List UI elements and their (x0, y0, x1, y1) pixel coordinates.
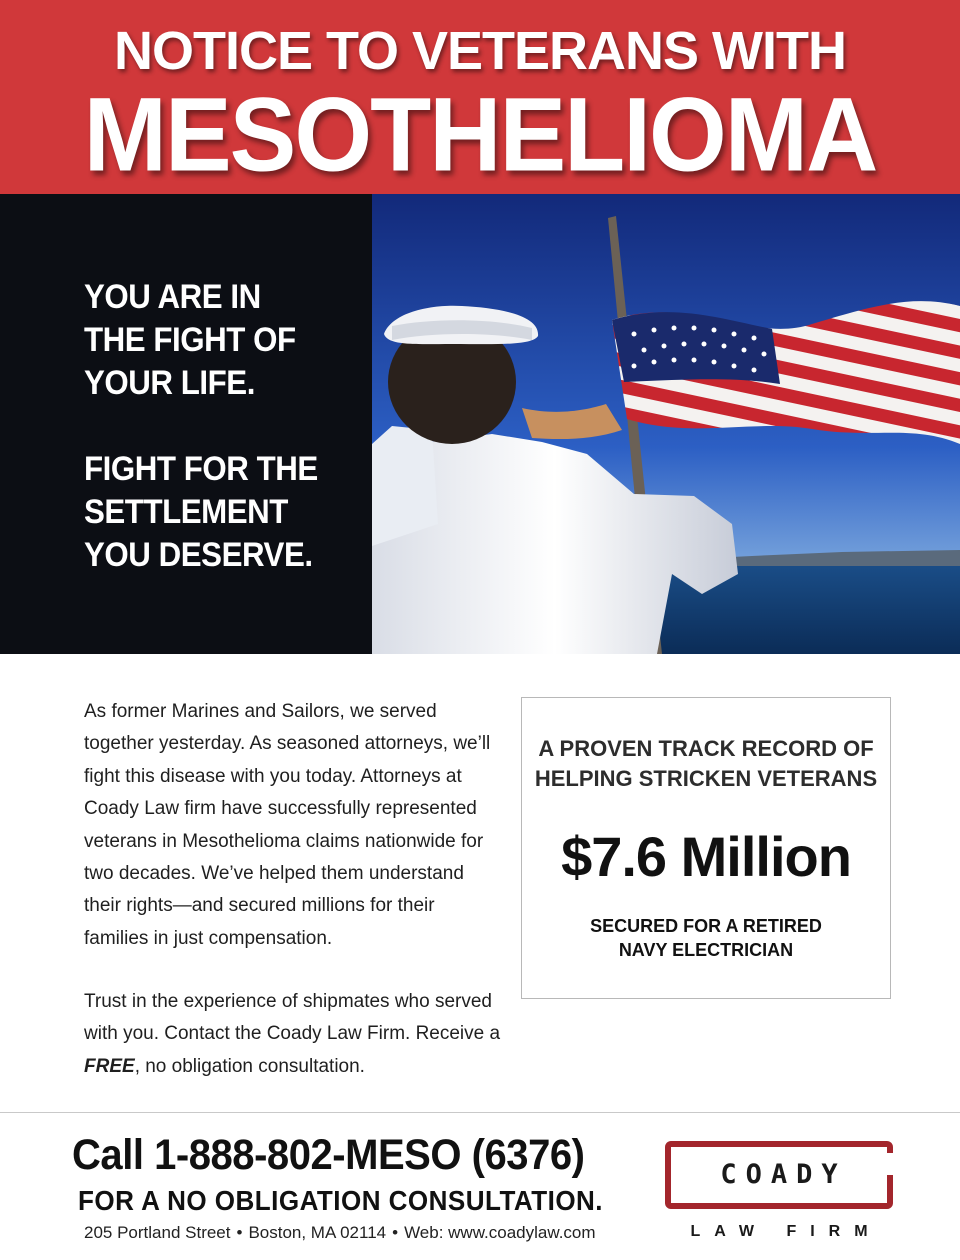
website-link[interactable]: Web: www.coadylaw.com (404, 1223, 596, 1242)
contact-text-end: , no obligation consultation. (134, 1055, 365, 1077)
phone-call-to-action[interactable]: Call 1-888-802-MESO (6376) (72, 1131, 585, 1179)
slogan-line: YOUR LIFE. (84, 364, 255, 402)
header-banner (0, 0, 960, 194)
description-line: NAVY ELECTRICIAN (618, 940, 794, 960)
address-line (84, 1223, 596, 1243)
separator: • (392, 1223, 399, 1242)
coady-logo (665, 1141, 893, 1253)
settlement-amount: $7.6 Million (561, 825, 851, 888)
contact-paragraph (84, 986, 504, 1083)
logo-name: COADY (720, 1159, 847, 1190)
track-record-title (522, 734, 890, 794)
track-record-box (521, 697, 891, 999)
description-line: SECURED FOR A RETIRED (590, 916, 822, 936)
slogan-line: YOU DESERVE. (84, 536, 313, 574)
consultation-tagline: FOR A NO OBLIGATION CONSULTATION. (78, 1185, 604, 1216)
photo-illustration (372, 194, 960, 654)
slogan-fight-of-life (84, 276, 296, 405)
slogan-line: FIGHT FOR THE (84, 450, 318, 488)
contact-text: Trust in the experience of shipmates who served with you. Contact the Coady Law Firm. Receive a (84, 991, 501, 1045)
slogan-line: THE FIGHT OF (84, 321, 296, 359)
title-line: HELPING STRICKEN VETERANS (534, 766, 878, 791)
headline-main: MESOTHELIOMA (83, 76, 877, 194)
separator: • (236, 1223, 243, 1242)
logo-subtitle: LAW FIRM (690, 1223, 882, 1240)
street-address: 205 Portland Street (84, 1223, 231, 1242)
free-emphasis: FREE (84, 1055, 135, 1077)
headline-top: NOTICE TO VETERANS WITH (113, 21, 847, 81)
city-address: Boston, MA 02114 (248, 1223, 387, 1242)
settlement-description (522, 914, 890, 962)
sailor-saluting-flag-photo (372, 194, 960, 654)
footer (0, 1112, 960, 1260)
hero-slogan-panel (0, 194, 372, 654)
intro-paragraph: As former Marines and Sailors, we served together yesterday. As seasoned attorneys, we’ll fight this disease with you today. Attorneys at Coady Law firm have successfully represented veterans in Mesothelioma claims nationwide for two decades. We’ve helped them understand their rights—and secured millions for their families in just compensation. (84, 701, 491, 949)
slogan-settlement (84, 448, 318, 577)
slogan-line: YOU ARE IN (84, 278, 261, 316)
slogan-line: SETTLEMENT (84, 493, 288, 531)
title-line: A PROVEN TRACK RECORD OF (538, 736, 874, 761)
